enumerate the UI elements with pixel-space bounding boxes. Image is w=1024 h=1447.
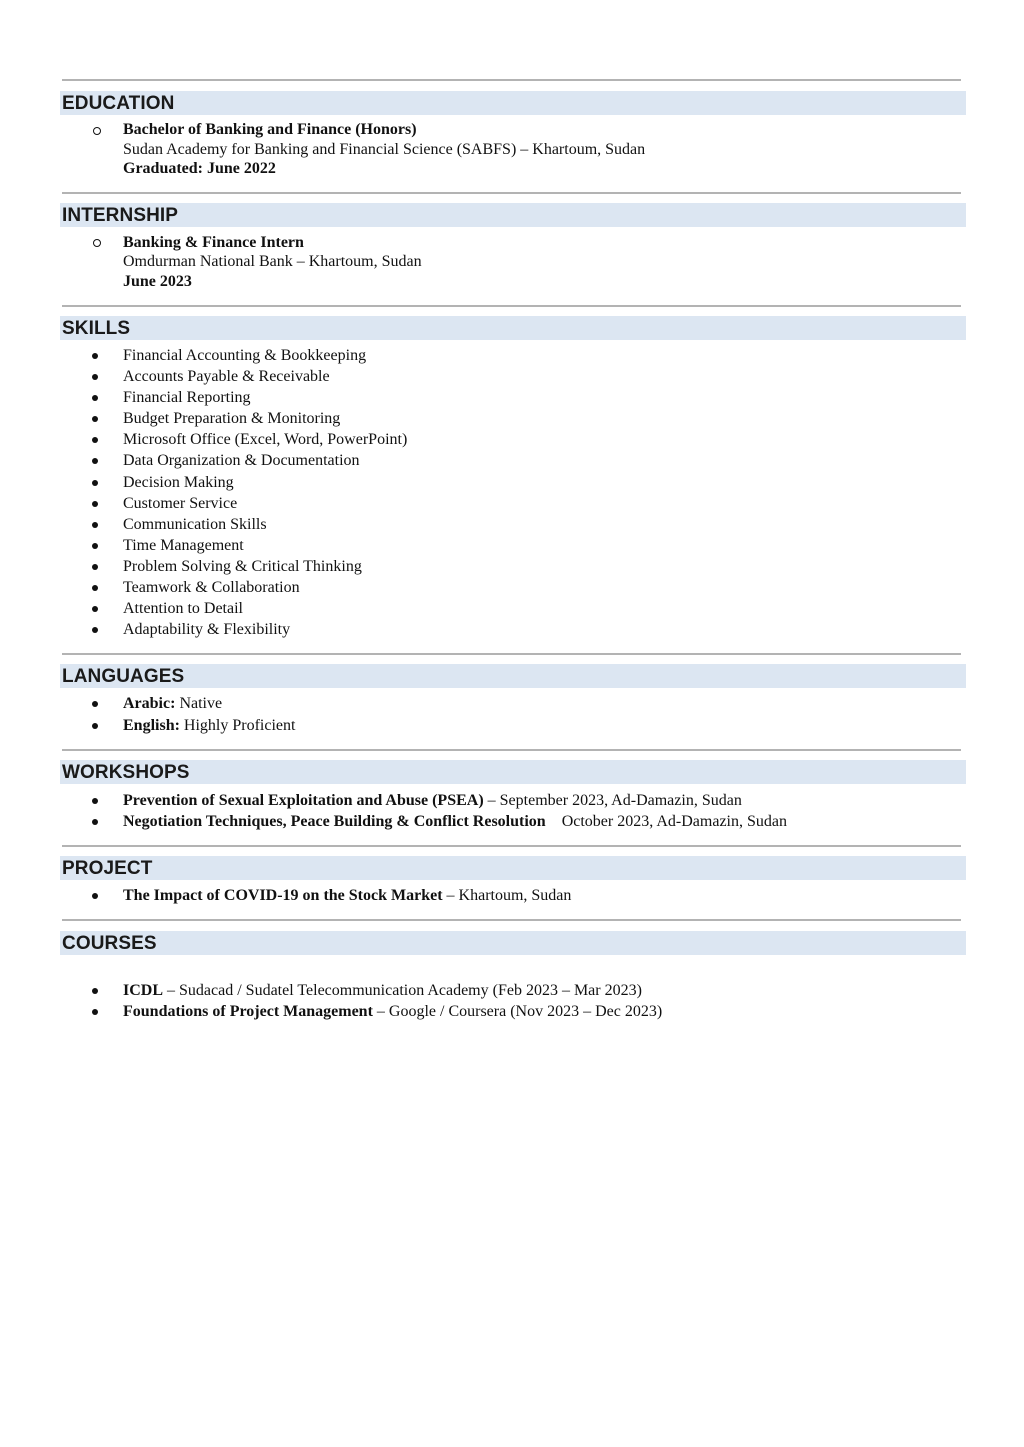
bullet-icon	[92, 458, 98, 464]
course-item: Foundations of Project Management – Google / Coursera (Nov 2023 – Dec 2023)	[0, 1002, 1024, 1023]
skill-item: Time Management	[0, 536, 1024, 557]
skill-item: Customer Service	[0, 494, 1024, 515]
bullet-icon	[92, 1009, 98, 1015]
bullet-icon	[92, 353, 98, 359]
bullet-icon	[92, 564, 98, 570]
hollow-bullet-icon	[93, 127, 101, 135]
skills-heading-band	[60, 316, 966, 340]
project-heading-band	[60, 856, 966, 880]
bullet-icon	[92, 798, 98, 804]
skill-item: Budget Preparation & Monitoring	[0, 409, 1024, 430]
bullet-icon	[92, 819, 98, 825]
education-institution: Sudan Academy for Banking and Financial Science (SABFS) – Khartoum, Sudan	[123, 141, 646, 158]
languages-heading: LANGUAGES	[62, 666, 185, 687]
skill-item: Accounts Payable & Receivable	[0, 367, 1024, 388]
skill-item: Communication Skills	[0, 515, 1024, 536]
education-graduated: Graduated: June 2022	[123, 160, 276, 177]
skill-item: Microsoft Office (Excel, Word, PowerPoint)	[0, 430, 1024, 451]
section-divider	[62, 653, 961, 655]
skills-list	[0, 346, 1024, 641]
courses-heading: COURSES	[62, 933, 157, 954]
section-divider	[62, 919, 961, 921]
courses-list	[0, 981, 1024, 1023]
internship-heading: INTERNSHIP	[62, 205, 179, 226]
hollow-bullet-icon	[93, 239, 101, 247]
skill-item: Decision Making	[0, 473, 1024, 494]
bullet-icon	[92, 988, 98, 994]
language-item: English: Highly Proficient	[0, 716, 1024, 738]
languages-heading-band	[60, 664, 966, 688]
language-item: Arabic: Native	[0, 694, 1024, 716]
workshop-item: Negotiation Techniques, Peace Building & Conflict Resolution October 2023, Ad-Damazin, Sudan	[0, 812, 1024, 833]
bullet-icon	[92, 437, 98, 443]
workshop-item: Prevention of Sexual Exploitation and Abuse (PSEA) – September 2023, Ad-Damazin, Sudan	[0, 791, 1024, 812]
skill-item: Financial Reporting	[0, 388, 1024, 409]
section-divider	[62, 305, 961, 307]
project-heading: PROJECT	[62, 858, 153, 879]
courses-heading-band	[60, 931, 966, 955]
bullet-icon	[92, 606, 98, 612]
bullet-icon	[92, 501, 98, 507]
bullet-icon	[92, 701, 98, 707]
internship-heading-band	[60, 203, 966, 227]
skill-item: Adaptability & Flexibility	[0, 620, 1024, 641]
section-divider	[62, 192, 961, 194]
bullet-icon	[92, 480, 98, 486]
skill-item: Problem Solving & Critical Thinking	[0, 557, 1024, 578]
course-item: ICDL – Sudacad / Sudatel Telecommunication Academy (Feb 2023 – Mar 2023)	[0, 981, 1024, 1002]
bullet-icon	[92, 893, 98, 899]
bullet-icon	[92, 522, 98, 528]
bullet-icon	[92, 395, 98, 401]
skill-item: Financial Accounting & Bookkeeping	[0, 346, 1024, 367]
bullet-icon	[92, 723, 98, 729]
workshops-heading: WORKSHOPS	[62, 762, 190, 783]
section-divider	[62, 845, 961, 847]
project-item: The Impact of COVID-19 on the Stock Market – Khartoum, Sudan	[0, 886, 1024, 907]
education-heading-band	[60, 91, 966, 115]
skill-item: Attention to Detail	[0, 599, 1024, 620]
workshops-heading-band	[60, 760, 966, 784]
education-degree: Bachelor of Banking and Finance (Honors)	[123, 121, 417, 138]
skill-item: Data Organization & Documentation	[0, 451, 1024, 472]
bullet-icon	[92, 374, 98, 380]
workshops-list	[0, 791, 1024, 833]
internship-title: Banking & Finance Intern	[123, 234, 304, 251]
bullet-icon	[92, 627, 98, 633]
bullet-icon	[92, 543, 98, 549]
education-heading: EDUCATION	[62, 93, 175, 114]
section-divider	[62, 79, 961, 81]
internship-organization: Omdurman National Bank – Khartoum, Sudan	[123, 253, 422, 270]
bullet-icon	[92, 416, 98, 422]
bullet-icon	[92, 585, 98, 591]
skills-heading: SKILLS	[62, 318, 131, 339]
skill-item: Teamwork & Collaboration	[0, 578, 1024, 599]
internship-date: June 2023	[123, 273, 192, 290]
languages-list	[0, 694, 1024, 738]
project-list	[0, 886, 1024, 907]
section-divider	[62, 749, 961, 751]
